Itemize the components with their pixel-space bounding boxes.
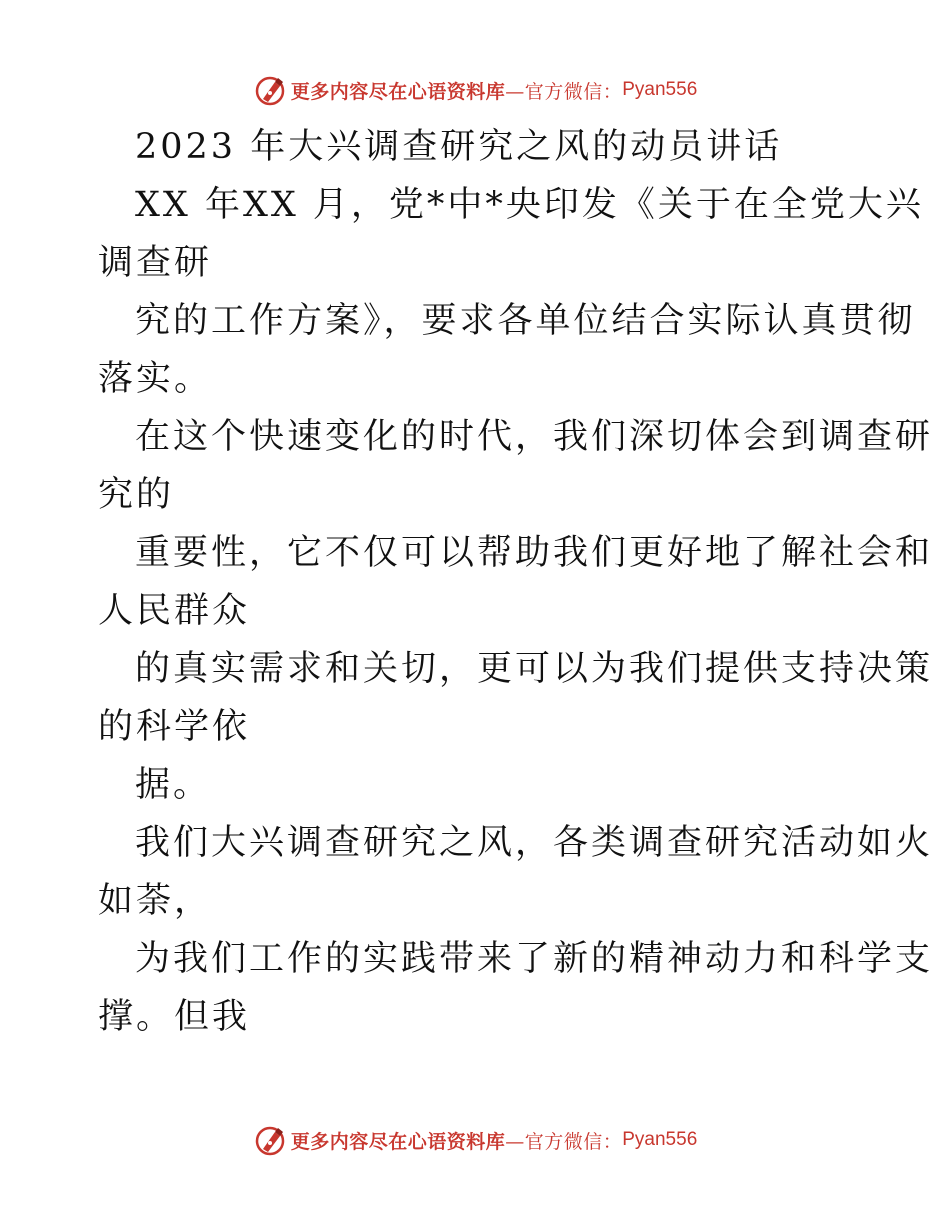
paragraph-line: 重要性，它不仅可以帮助我们更好地了解社会和 xyxy=(135,533,934,573)
paragraph-line: 究的工作方案》，要求各单位结合实际认真贯彻 xyxy=(135,301,916,341)
paragraph-line: 人民群众 xyxy=(98,591,251,631)
paragraph-line: XX 年XX 月，党*中*央印发《关于在全党大兴 xyxy=(135,185,924,225)
paragraph-line: 我们大兴调查研究之风，各类调查研究活动如火 xyxy=(135,823,934,863)
header-banner xyxy=(0,70,950,110)
official-wechat-label: —官方微信： xyxy=(505,80,623,103)
paragraph-line: 究的 xyxy=(98,475,175,515)
wechat-id: Pyan556 xyxy=(622,1129,698,1150)
official-wechat-label: —官方微信： xyxy=(505,1130,623,1153)
paragraph-line: 撑。但我 xyxy=(98,997,251,1037)
paragraph-line: 落实。 xyxy=(98,359,213,399)
promo-text: 更多内容尽在心语资料库 xyxy=(290,1130,506,1153)
paragraph-line: 在这个快速变化的时代，我们深切体会到调查研 xyxy=(135,417,934,457)
paragraph-line: 如荼， xyxy=(98,881,213,921)
pen-nib-icon xyxy=(253,1123,287,1157)
footer-banner xyxy=(0,1120,950,1160)
promo-text: 更多内容尽在心语资料库 xyxy=(290,80,506,103)
paragraph-line: 调查研 xyxy=(98,243,213,283)
paragraph-line: 为我们工作的实践带来了新的精神动力和科学支 xyxy=(135,939,934,979)
paragraph-line: 的真实需求和关切，更可以为我们提供支持决策 xyxy=(135,649,934,689)
wechat-id: Pyan556 xyxy=(622,79,698,100)
pen-nib-icon xyxy=(253,73,287,107)
document-title: 2023 年大兴调查研究之风的动员讲话 xyxy=(135,127,783,167)
paragraph-line: 据。 xyxy=(135,765,212,805)
paragraph-line: 的科学依 xyxy=(98,707,251,747)
document-body xyxy=(98,118,934,1046)
